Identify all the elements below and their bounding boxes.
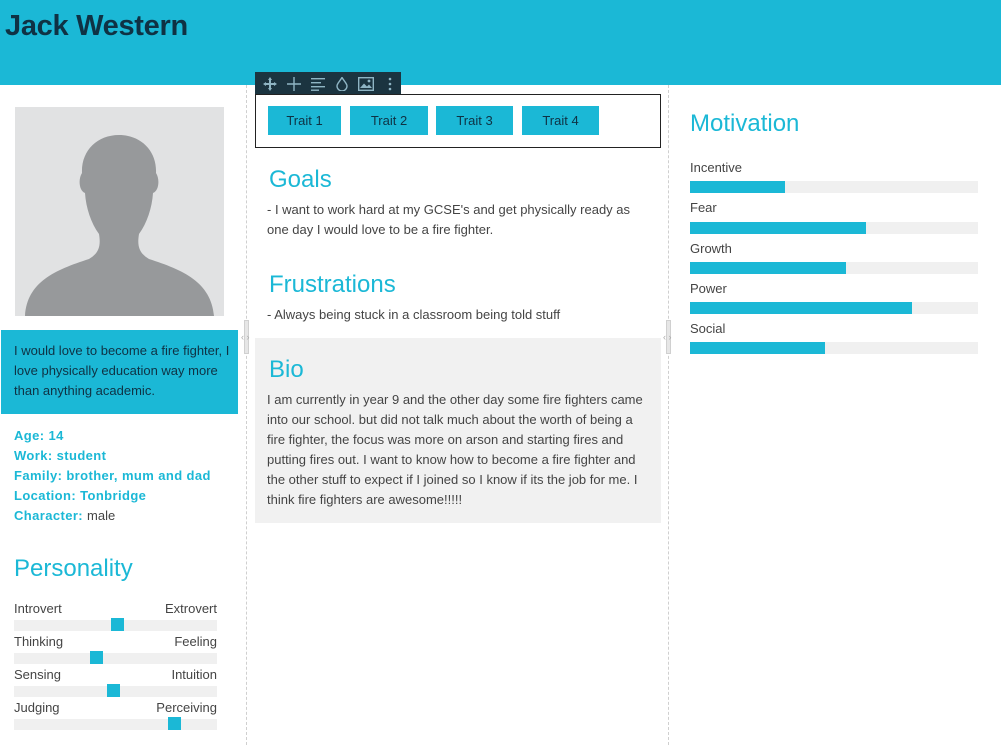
motivation-bar-power [690,302,978,314]
slider-right-label: Feeling [174,634,217,649]
slider-knob[interactable] [107,684,120,697]
motivation-bar-social [690,342,978,354]
bio-text: I am currently in year 9 and the other day some fire fighters came into our school. but did not talk much about the worth of being a fire fighter, the focus was more on arson and starting fires and putting fires out. I want to know how to become a fire fighter and the other stuff to expect if I joined so I know if its the job for me. I think fire fighters are awesome!!!!! [267,392,643,507]
personality-slider-thinking-feeling [14,634,217,667]
slider-right-label: Intuition [171,667,217,682]
fact-label: Age: [14,428,45,443]
trait-button-2[interactable]: Trait 2 [350,106,428,135]
traits-block[interactable] [255,94,661,148]
motivation-bar-fill [690,222,866,234]
slider-track[interactable] [14,719,217,730]
slider-knob[interactable] [90,651,103,664]
persona-name: Jack Western [5,10,188,42]
personality-title: Personality [14,555,133,582]
fact-label: Work: [14,448,53,463]
column-divider-left [246,85,247,745]
avatar [15,107,224,316]
motivation-bar-fill [690,262,846,274]
slider-left-label: Introvert [14,601,62,616]
personality-slider-judging-perceiving [14,700,217,733]
fact-location [14,486,211,506]
motivation-label-growth: Growth [690,241,732,256]
bio-title: Bio [269,356,304,383]
image-icon[interactable] [357,75,375,93]
fact-character [14,506,211,526]
quote-box [1,330,238,414]
fact-value: brother, mum and dad [66,468,211,483]
motivation-label-fear: Fear [690,200,717,215]
personality-slider-introvert-extrovert [14,601,217,634]
move-icon[interactable] [261,75,279,93]
droplet-icon[interactable] [333,75,351,93]
fact-label: Location: [14,488,77,503]
fact-label: Character: [14,508,84,523]
fact-value: male [87,508,116,523]
frustrations-text: - Always being stuck in a classroom being told stuff [267,307,561,322]
motivation-bar-growth [690,262,978,274]
motivation-bar-fear [690,222,978,234]
fact-age [14,426,211,446]
plus-icon[interactable] [285,75,303,93]
slider-left-label: Judging [14,700,60,715]
motivation-label-power: Power [690,281,727,296]
fact-value: student [56,448,107,463]
motivation-label-social: Social [690,321,726,336]
fact-family [14,466,211,486]
slider-right-label: Perceiving [156,700,217,715]
person-silhouette-icon [15,107,224,316]
motivation-bar-fill [690,342,825,354]
slider-left-label: Thinking [14,634,64,649]
motivation-bar-incentive [690,181,978,193]
motivation-title: Motivation [690,110,800,137]
resize-arrows-icon: ‹ › [241,332,250,342]
motivation-label-incentive: Incentive [690,160,743,175]
slider-track[interactable] [14,653,217,664]
frustrations-title: Frustrations [269,271,396,298]
header-bar [0,0,1001,85]
persona-quote: I would love to become a fire fighter, I love physically education way more than anything academic. [14,343,230,398]
motivation-bar-fill [690,181,785,193]
goals-text: - I want to work hard at my GCSE's and get physically ready as one day I would love to be a fire fighter. [267,202,631,237]
slider-right-label: Extrovert [164,601,217,616]
fact-value: Tonbridge [80,488,147,503]
block-toolbar [255,72,401,95]
goals-title: Goals [269,166,332,193]
align-left-icon[interactable] [309,75,327,93]
more-vertical-icon[interactable] [381,75,399,93]
slider-knob[interactable] [168,717,181,730]
slider-knob[interactable] [111,618,124,631]
column-divider-right [668,85,669,745]
trait-button-4[interactable]: Trait 4 [522,106,599,135]
motivation-bar-fill [690,302,912,314]
trait-button-1[interactable]: Trait 1 [268,106,341,135]
personality-slider-sensing-intuition [14,667,217,700]
persona-facts [14,426,211,526]
slider-left-label: Sensing [14,667,61,682]
fact-value: 14 [48,428,64,443]
trait-button-3[interactable]: Trait 3 [436,106,513,135]
fact-work [14,446,211,466]
fact-label: Family: [14,468,63,483]
resize-arrows-icon: ‹ › [663,332,672,342]
